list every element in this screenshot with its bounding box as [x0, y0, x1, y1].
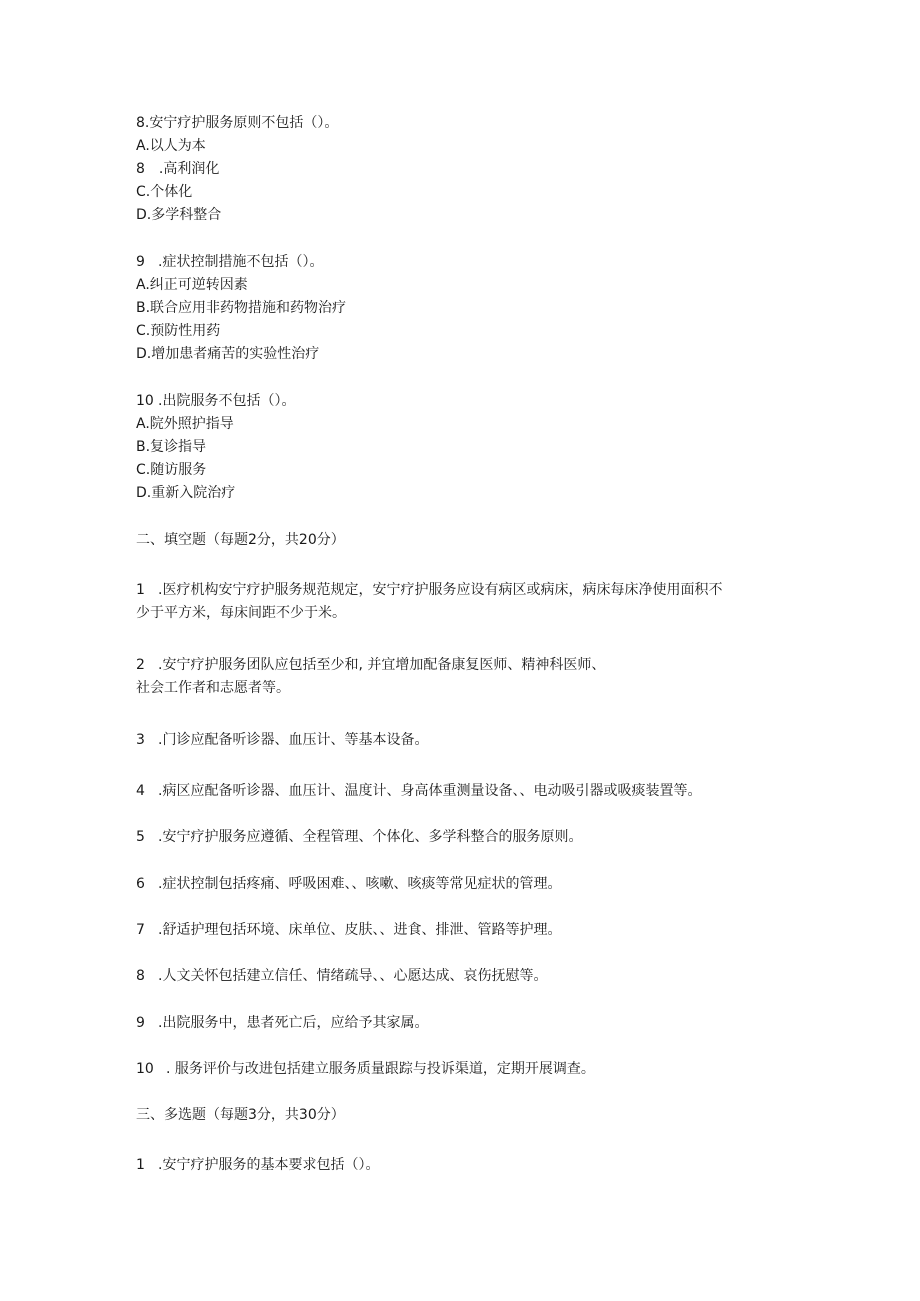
q10-stem-text: .出院服务不包括（）。 — [158, 393, 296, 409]
q9-option-c: C.预防性用药 — [136, 323, 221, 339]
fill-item-1-text: .医疗机构安宁疗护服务规范规定，安宁疗护服务应设有病区或病床，病床每床净使用面积不 — [158, 582, 723, 598]
fill-item-3 — [136, 731, 428, 749]
fill-item-9 — [136, 1014, 428, 1032]
multi-item-1-number: 1 — [136, 1157, 145, 1173]
q9-option-d: D.增加患者痛苦的实验性治疗 — [136, 346, 320, 362]
fill-item-6-number: 6 — [136, 876, 145, 892]
q10-option-a: A.院外照护指导 — [136, 416, 234, 432]
q9-stem — [136, 253, 323, 271]
section2-heading: 二、填空题（每题2分，共20分） — [136, 532, 345, 548]
fill-item-5-text: .安宁疗护服务应遵循、全程管理、个体化、多学科整合的服务原则。 — [158, 829, 583, 845]
q10-option-d: D.重新入院治疗 — [136, 485, 236, 501]
multi-item-1-text: .安宁疗护服务的基本要求包括（）。 — [158, 1157, 380, 1173]
fill-item-7-number: 7 — [136, 922, 145, 938]
multi-item-1 — [136, 1156, 379, 1174]
fill-item-7-text: .舒适护理包括环境、床单位、皮肤、、进食、排泄、管路等护理。 — [158, 922, 562, 938]
fill-item-3-text: .门诊应配备听诊器、血压计、等基本设备。 — [158, 732, 429, 748]
q9-option-b: B.联合应用非药物措施和药物治疗 — [136, 300, 347, 316]
q8-option-c: C.个体化 — [136, 184, 193, 200]
fill-item-1-line1 — [136, 581, 722, 599]
fill-item-10-text: . 服务评价与改进包括建立服务质量跟踪与投诉渠道，定期开展调查。 — [166, 1061, 595, 1077]
fill-item-1-line2: 少于平方米，每床间距不少于米。 — [136, 605, 346, 621]
fill-item-8 — [136, 967, 547, 985]
q9-option-a: A.纠正可逆转因素 — [136, 277, 248, 293]
fill-item-5 — [136, 828, 582, 846]
q8-option-a: A.以人为本 — [136, 138, 206, 154]
fill-item-4 — [136, 782, 701, 800]
q9-number: 9 — [136, 254, 145, 270]
fill-item-1-number: 1 — [136, 582, 145, 598]
q8-stem: 8.安宁疗护服务原则不包括（）。 — [136, 115, 339, 131]
fill-item-4-text: .病区应配备听诊器、血压计、温度计、身高体重测量设备、、电动吸引器或吸痰装置等。 — [158, 783, 702, 799]
q10-number: 10 — [136, 393, 154, 409]
fill-item-6-text: .症状控制包括疼痛、呼吸困难、、咳嗽、咳痰等常见症状的管理。 — [158, 876, 562, 892]
q10-option-c: C.随访服务 — [136, 462, 207, 478]
fill-item-2-line2: 社会工作者和志愿者等。 — [136, 680, 290, 696]
fill-item-3-number: 3 — [136, 732, 145, 748]
q8-option-d: D.多学科整合 — [136, 207, 222, 223]
fill-item-10 — [136, 1060, 595, 1078]
q8-option-b: 8 .高利润化 — [136, 161, 220, 177]
fill-item-5-number: 5 — [136, 829, 145, 845]
fill-item-8-text: .人文关怀包括建立信任、情绪疏导、、心愿达成、哀伤抚慰等。 — [158, 968, 548, 984]
fill-item-6 — [136, 875, 561, 893]
fill-item-8-number: 8 — [136, 968, 145, 984]
fill-item-4-number: 4 — [136, 783, 145, 799]
fill-item-10-number: 10 — [136, 1061, 154, 1077]
fill-item-2-text: .安宁疗护服务团队应包括至少和, 并宜增加配备康复医师、精神科医师、 — [158, 657, 606, 673]
fill-item-9-number: 9 — [136, 1015, 145, 1031]
fill-item-7 — [136, 921, 561, 939]
fill-item-9-text: .出院服务中，患者死亡后，应给予其家属。 — [158, 1015, 429, 1031]
fill-item-2-line1 — [136, 656, 605, 674]
q9-stem-text: .症状控制措施不包括（）。 — [158, 254, 324, 270]
section3-heading: 三、多选题（每题3分，共30分） — [136, 1107, 345, 1123]
fill-item-2-number: 2 — [136, 657, 145, 673]
q10-stem — [136, 392, 295, 410]
q10-option-b: B.复诊指导 — [136, 439, 207, 455]
